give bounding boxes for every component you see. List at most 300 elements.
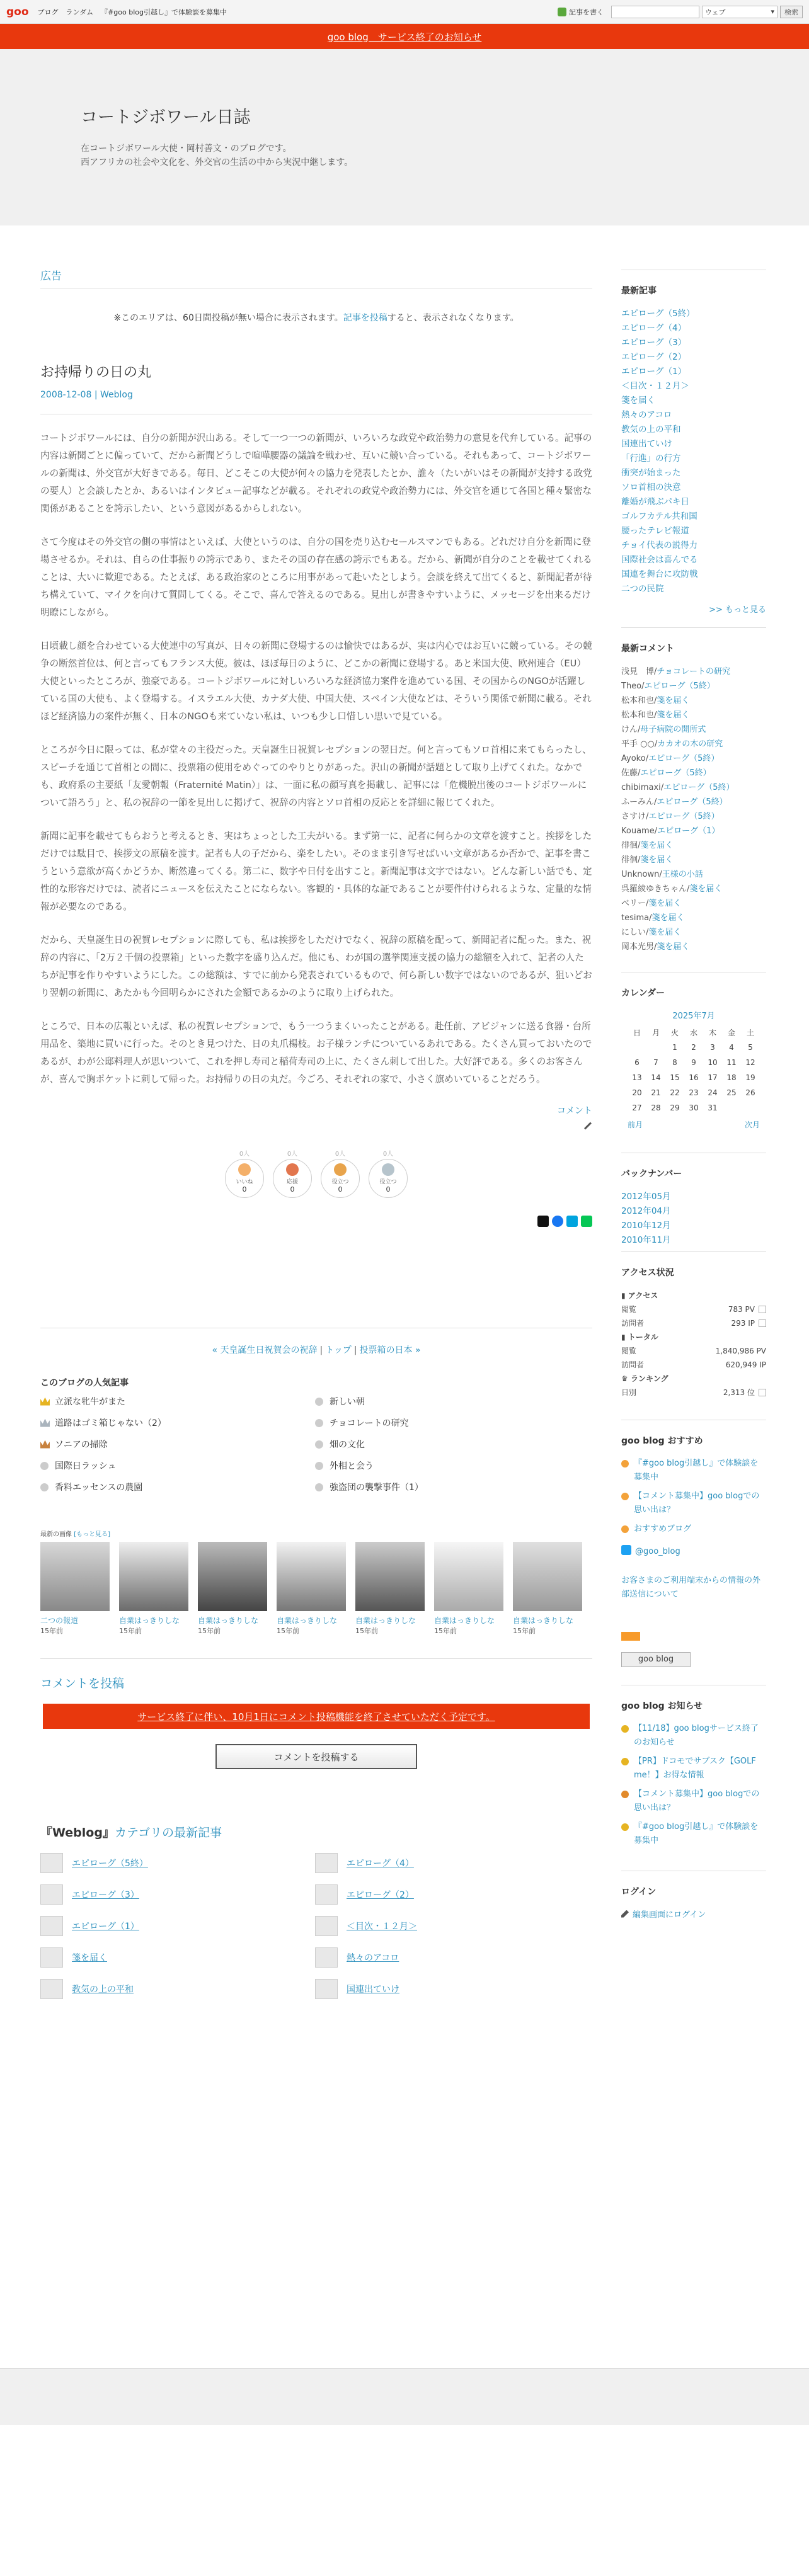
- access-total-label: トータル: [628, 1333, 658, 1342]
- popular-item[interactable]: [40, 1416, 315, 1429]
- content-wrap: [0, 225, 809, 1999]
- reaction-circle: [321, 1159, 360, 1198]
- calendar-day: 16: [689, 1073, 699, 1082]
- popular-item[interactable]: [315, 1438, 590, 1450]
- popular-title: このブログの人気記事: [40, 1378, 129, 1388]
- popular-label: 香料エッセンスの農園: [55, 1483, 143, 1493]
- comment-author: Ayoko: [621, 754, 646, 763]
- bullet-icon: [315, 1483, 323, 1491]
- calendar-day: 10: [708, 1058, 718, 1067]
- image-thumb: [198, 1542, 267, 1611]
- comment-article-link[interactable]: 箋を届く: [651, 913, 685, 923]
- comment-article-link[interactable]: 箋を届く: [648, 928, 682, 937]
- comment-item: [621, 795, 766, 809]
- popular-item[interactable]: [315, 1395, 590, 1408]
- calendar-day: 22: [670, 1088, 680, 1097]
- news-link[interactable]: 【11/18】goo blogサービス終了のお知らせ: [634, 1724, 759, 1747]
- image-item[interactable]: [198, 1542, 267, 1636]
- toolbar-link-campaign[interactable]: 『#goo blog引越し』で体験談を募集中: [101, 8, 227, 16]
- popular-label: 外相と会う: [330, 1461, 374, 1471]
- reaction-helpful[interactable]: [321, 1148, 360, 1198]
- lightbulb-icon: [382, 1163, 394, 1176]
- bullet-icon: [621, 1525, 629, 1533]
- comment-author: さすけ: [621, 812, 646, 821]
- comment-article-link[interactable]: チョコレートの研究: [657, 667, 731, 676]
- calendar-day: 13: [632, 1073, 642, 1082]
- image-caption: 自業はっきりしな: [513, 1616, 574, 1625]
- comment-item: [621, 693, 766, 708]
- category-item-link[interactable]: 熱々のアコロ: [347, 1953, 399, 1963]
- reaction-buttons: [40, 1148, 592, 1198]
- recent-articles-box: [621, 270, 766, 615]
- entry-category-link[interactable]: Weblog: [100, 390, 133, 400]
- ad-text-before: ※このエリアは、60日間投稿が無い場合に表示されます。: [113, 313, 343, 323]
- ad-post-link[interactable]: 記事を投稿: [343, 313, 387, 323]
- comment-article-link[interactable]: エピローグ（5終）: [657, 797, 728, 807]
- thumbnail-icon: [315, 1947, 338, 1968]
- recent-images-header: [40, 1529, 592, 1538]
- calendar-month: 2025年7月: [672, 1012, 715, 1021]
- comment-post-title: コメントを投稿: [40, 1677, 125, 1690]
- popular-item[interactable]: [40, 1481, 315, 1493]
- backnumber-list[interactable]: [621, 1190, 766, 1245]
- popular-item[interactable]: [315, 1459, 590, 1472]
- blog-title[interactable]: コートジボワール日誌: [81, 108, 251, 127]
- comment-article-link[interactable]: 箋を届く: [657, 710, 690, 720]
- recent-article-link[interactable]: 衝突が始まった: [621, 468, 681, 478]
- top-toolbar: [0, 0, 809, 24]
- calendar-day: 11: [726, 1058, 737, 1067]
- comment-item: [621, 882, 766, 896]
- comment-separator: /: [654, 739, 658, 749]
- sidebar: [621, 225, 766, 1999]
- backnumber-box: [621, 1153, 766, 1245]
- service-end-link[interactable]: goo blog サービス終了のお知らせ: [327, 31, 482, 43]
- toolbar-link-blog[interactable]: ブログ: [37, 8, 59, 16]
- pen-icon: [558, 8, 566, 16]
- top-link[interactable]: トップ: [325, 1345, 352, 1355]
- comment-link-row: [40, 1104, 592, 1131]
- image-item[interactable]: [513, 1542, 582, 1636]
- entry-paragraph: 日頃載し顔を合わせている大使連中の写真が、日々の新聞に登場するのは愉快ではあるが、実は内心ではお互いに競っている。その競争の断然首位は、何と言ってもフランス大使。彼は、ほぼ毎日のように、どこかの新聞に登場する。あと米国大使、欧州連合（EU）大使といったところが、強豪である。コートジボワールに対しいろいろな経済協力案件を進めている国、その国からのNGOが活躍している国の大使も、よく登場する。イスラエル大使、カナダ大使、中国大使、スペイン大使などは、そういう関係で新聞に載る。それほど経済協力の案件が無く、日本のNGOも来ていない私は、いつも少し口惜しい思いで見ている。: [40, 641, 592, 722]
- crown-icon: ♛: [621, 1374, 628, 1383]
- recommend-item[interactable]: [621, 1457, 766, 1485]
- entry-paragraph: ところで、日本の広報といえば、私の祝賀レセプションで、もう一つうまくいったことがある。赴任前、アビジャンに送る食器・台所用品を、築地に買いに行った。そのとき見つけた、日の丸爪楊枝。お子様ランチについているあれである。たくさん買っておいたのであるが、わが公邸料理人が思いついて、これを押し寿司と稲荷寿司の上に、たくさん刺して出した。大好評である。多くのお客さんが、喜んで胸ポケットに刺して帰った。お持帰りの日の丸だ。今ごろ、それぞれの家で、小さく旗めいていることだろう。: [40, 1021, 592, 1085]
- category-item-link[interactable]: 教気の上の平和: [72, 1985, 134, 1995]
- thumbnail-icon: [315, 1884, 338, 1905]
- recommend-link[interactable]: おすすめブログ: [634, 1524, 692, 1534]
- comment-item: [621, 925, 766, 940]
- image-item[interactable]: [277, 1542, 346, 1636]
- rss-icon[interactable]: [621, 1632, 640, 1641]
- comment-author: chibimaxi: [621, 783, 661, 792]
- search-input[interactable]: [611, 6, 699, 18]
- comment-article-link[interactable]: 王様の小話: [662, 870, 703, 879]
- comment-separator: /: [646, 899, 649, 908]
- category-title-rest: カテゴリの最新記事: [114, 1826, 222, 1840]
- comment-separator: /: [687, 884, 690, 894]
- recent-article-link[interactable]: エピローグ（4）: [621, 323, 687, 333]
- thumbnail-icon: [40, 1916, 63, 1936]
- news-box: [621, 1685, 766, 1848]
- comment-article-link[interactable]: エピローグ（5終）: [648, 812, 720, 821]
- recent-article-link[interactable]: 教気の上の平和: [621, 425, 681, 435]
- bullet-icon: [40, 1483, 49, 1491]
- login-link[interactable]: 編集画面にログイン: [633, 1910, 706, 1920]
- comment-article-link[interactable]: 箋を届く: [657, 696, 690, 705]
- category-item-link[interactable]: ＜目次・１２月＞: [347, 1922, 417, 1932]
- category-item-link[interactable]: 箋を届く: [72, 1953, 107, 1963]
- reaction-circle: [273, 1159, 312, 1198]
- crown-gold-icon: [40, 1398, 50, 1406]
- reaction-count: 0人: [335, 1151, 346, 1158]
- comment-author: tesima: [621, 913, 650, 923]
- twitter-link[interactable]: [621, 1545, 766, 1559]
- reaction-label: 役立つ: [331, 1179, 349, 1185]
- smile-icon: [621, 1758, 629, 1765]
- recent-article-link[interactable]: ＜目次・１２月＞: [621, 381, 689, 391]
- calendar-day: 17: [708, 1073, 718, 1082]
- category-item[interactable]: [315, 1853, 590, 1873]
- comment-separator: /: [646, 812, 649, 821]
- category-item[interactable]: [40, 1916, 315, 1936]
- megaphone-icon: [286, 1163, 299, 1176]
- search-button[interactable]: 検索: [780, 6, 803, 18]
- entry-title[interactable]: お持帰りの日の丸: [40, 365, 152, 380]
- comment-article-link[interactable]: 箋を届く: [640, 841, 674, 850]
- search-scope-select[interactable]: [702, 6, 777, 18]
- comment-separator: /: [654, 696, 657, 705]
- reaction-label: いいね: [236, 1179, 253, 1185]
- comment-article-link[interactable]: 箋を届く: [657, 942, 690, 952]
- calendar-weekdays: [628, 1025, 760, 1040]
- popular-articles: [40, 1376, 592, 1493]
- twitter-handle: @goo_blog: [635, 1547, 680, 1556]
- login-box: [621, 1871, 766, 1920]
- recent-article-link[interactable]: 「行進」の行方: [621, 453, 681, 464]
- image-caption: 自業はっきりしな: [434, 1616, 495, 1625]
- news-link[interactable]: 『#goo blog引越し』で体験談を募集中: [634, 1822, 759, 1845]
- recent-article-link[interactable]: ソロ首相の決意: [621, 482, 681, 493]
- recent-article-link[interactable]: 熱々のアコロ: [621, 410, 672, 420]
- star-icon: [621, 1725, 629, 1733]
- category-item-link[interactable]: エピローグ（2）: [347, 1890, 414, 1900]
- news-link[interactable]: 【コメント募集中】goo blogでの思い出は？: [634, 1789, 760, 1813]
- popular-item[interactable]: [40, 1395, 315, 1408]
- reaction-label: 応援: [286, 1179, 298, 1185]
- calendar-day: 8: [672, 1058, 677, 1067]
- comment-article-link[interactable]: 箋を届く: [648, 899, 682, 908]
- category-item[interactable]: [40, 1947, 315, 1968]
- calendar-day: 27: [632, 1103, 642, 1112]
- ranking-value-wrap: [723, 1386, 766, 1399]
- reaction-label: 役立つ: [379, 1179, 397, 1185]
- recent-article-link[interactable]: チョイ代表の説得力: [621, 540, 698, 550]
- popular-item[interactable]: [315, 1416, 590, 1429]
- access-pv-value-wrap: [728, 1302, 766, 1316]
- recent-article-link[interactable]: 腰ったテレビ報道: [621, 526, 689, 536]
- share-buttons: [40, 1216, 592, 1227]
- calendar-day: 23: [689, 1088, 699, 1097]
- news-link[interactable]: 【PR】ドコモでサブスク【GOLF me！】お得な情報: [634, 1757, 756, 1780]
- news-item[interactable]: [621, 1820, 766, 1848]
- access-pv-row: [621, 1302, 766, 1316]
- image-item[interactable]: [434, 1542, 503, 1636]
- post-comment-button[interactable]: コメントを投稿する: [215, 1744, 417, 1769]
- popular-label: 国際日ラッシュ: [55, 1461, 117, 1471]
- next-entry-link[interactable]: 投票箱の日本 »: [359, 1345, 421, 1355]
- reaction-num: 0: [338, 1185, 343, 1194]
- recent-article-link[interactable]: 国連出ていけ: [621, 439, 672, 449]
- comment-item: [621, 911, 766, 925]
- recommend-link[interactable]: 【コメント募集中】goo blogでの思い出は？: [634, 1491, 760, 1515]
- recent-article-link[interactable]: 国際社会は喜んでる: [621, 555, 698, 565]
- news-title: goo blog お知らせ: [621, 1701, 703, 1711]
- popular-label: 畑の文化: [330, 1440, 365, 1450]
- category-item[interactable]: [315, 1947, 590, 1968]
- entry-pager: [40, 1328, 592, 1356]
- calendar-week: [628, 1070, 760, 1085]
- category-item[interactable]: [40, 1979, 315, 1999]
- image-age: 15年前: [513, 1627, 536, 1635]
- news-item[interactable]: [621, 1755, 766, 1782]
- category-item[interactable]: [40, 1884, 315, 1905]
- comment-item: [621, 708, 766, 722]
- comment-author: 松本和也: [621, 696, 655, 705]
- backnumber-link[interactable]: 2012年05月: [621, 1192, 671, 1202]
- news-item[interactable]: [621, 1787, 766, 1815]
- recent-article-link[interactable]: エピローグ（1）: [621, 367, 687, 377]
- recent-article-link[interactable]: エピローグ（5終）: [621, 309, 695, 319]
- category-item[interactable]: [315, 1979, 590, 1999]
- comment-author: ベリー: [621, 899, 646, 908]
- recommend-link[interactable]: 『#goo blog引越し』で体験談を募集中: [634, 1459, 759, 1482]
- comment-item: [621, 766, 766, 780]
- image-thumb: [355, 1542, 425, 1611]
- entry-date: 2008-12-08: [40, 390, 92, 400]
- calendar-day: 19: [745, 1073, 755, 1082]
- goo-logo[interactable]: goo: [6, 5, 29, 18]
- edit-pen-icon[interactable]: [582, 1120, 592, 1131]
- popular-label: 新しい朝: [330, 1397, 365, 1407]
- access-title: アクセス状況: [621, 1268, 674, 1278]
- calendar-day: 30: [689, 1103, 699, 1112]
- bullet-icon: [40, 1462, 49, 1470]
- image-item[interactable]: [40, 1542, 110, 1636]
- reaction-cheer[interactable]: [273, 1148, 312, 1198]
- ranking-label: ランキング: [630, 1374, 668, 1383]
- calendar-title: カレンダー: [621, 988, 665, 998]
- calendar-weekday: 月: [651, 1028, 660, 1037]
- category-item-link[interactable]: エピローグ（4）: [347, 1859, 414, 1869]
- thumbnail-icon: [40, 1979, 63, 1999]
- comment-item: [621, 896, 766, 911]
- calendar-day: 6: [634, 1058, 640, 1067]
- category-latest: [40, 1823, 592, 1999]
- calendar-day: 5: [748, 1043, 753, 1052]
- comment-link[interactable]: コメント: [557, 1106, 592, 1116]
- category-item[interactable]: [315, 1916, 590, 1936]
- comment-author: 浅見 博: [621, 667, 655, 676]
- calendar-day: [741, 1100, 760, 1115]
- calendar-day: 7: [653, 1058, 658, 1067]
- calendar-weekday: 土: [746, 1028, 754, 1037]
- image-caption: 自業はっきりしな: [355, 1616, 416, 1625]
- graph-icon[interactable]: [759, 1319, 766, 1327]
- comment-item: [621, 809, 766, 824]
- entry-meta: 2008-12-08 | Weblog: [40, 390, 592, 414]
- recent-article-link[interactable]: エピローグ（2）: [621, 352, 687, 362]
- image-caption: 二つの報道: [40, 1616, 79, 1625]
- category-item-link[interactable]: エピローグ（3）: [72, 1890, 139, 1900]
- backnumber-link[interactable]: 2012年04月: [621, 1206, 671, 1216]
- calendar-day: [646, 1040, 665, 1055]
- graph-icon[interactable]: [759, 1306, 766, 1313]
- recent-more-link[interactable]: >> もっと見る: [709, 605, 766, 615]
- recent-article-link[interactable]: 箋を届く: [621, 396, 655, 406]
- write-article-link[interactable]: [558, 7, 604, 17]
- prev-entry-link[interactable]: « 天皇誕生日祝賀会の祝辞: [212, 1345, 318, 1355]
- graph-icon[interactable]: [759, 1389, 766, 1396]
- calendar-day: 15: [670, 1073, 680, 1082]
- entry-paragraph: コートジボワールには、自分の新聞が沢山ある。そして一つ一つの新聞が、いろいろな政党や政治勢力の意見を代弁している。記事の内容は新聞ごとに偏っていて、だから新聞どうしで喧嘩腰器の議論を戦わせ、互いに競い合っている。それもあって、コートジボワールの新聞は、外交官が大好きである。毎日、どこそこの大使が何々の協力を発表したとか、誰々（たいがいはその新聞が支持する政党の要人）と会談したとか、あるいはインタビュー記事などが載る。それぞれの政党や政治勢力には、外交官を通じて各国と種々緊密な関係があることを誇示したい、という意図があるからしれない。: [40, 433, 592, 514]
- recent-article-link[interactable]: ゴルフカテル共和国: [621, 511, 697, 521]
- comment-article-link[interactable]: エピローグ（5終）: [640, 768, 711, 778]
- total-uv-value: 620,949 IP: [725, 1360, 766, 1369]
- ranking-heading: [621, 1372, 766, 1386]
- toolbar-link-random[interactable]: ランダム: [66, 8, 94, 16]
- comment-separator: /: [638, 841, 641, 850]
- calendar-day: 2: [691, 1043, 696, 1052]
- comment-author: 呉羅綾ゆきちゃん: [621, 884, 687, 894]
- comment-item: [621, 824, 766, 838]
- image-row: [40, 1542, 592, 1636]
- comment-separator: /: [638, 855, 641, 865]
- comment-article-link[interactable]: エピローグ（5終）: [648, 754, 720, 763]
- popular-item[interactable]: [315, 1481, 590, 1493]
- comment-article-link[interactable]: エピローグ（5終）: [663, 783, 735, 792]
- recent-article-link[interactable]: エピローグ（3）: [621, 338, 687, 348]
- image-item[interactable]: [355, 1542, 425, 1636]
- news-item[interactable]: [621, 1722, 766, 1750]
- ranking-row-label: 日別: [621, 1388, 637, 1397]
- twitter-icon: [621, 1545, 631, 1555]
- comment-article-link[interactable]: 箋を届く: [689, 884, 723, 894]
- category-item-link[interactable]: エピローグ（5終）: [72, 1859, 148, 1869]
- image-age: 15年前: [277, 1627, 299, 1635]
- comment-article-link[interactable]: 箋を届く: [640, 855, 674, 865]
- category-item-link[interactable]: エピローグ（1）: [72, 1922, 139, 1932]
- bullet-icon: [315, 1419, 323, 1427]
- popular-label: ソニアの掃除: [55, 1440, 108, 1450]
- search-scope-value: ウェブ: [705, 8, 726, 16]
- calendar-weekday: 水: [689, 1028, 697, 1037]
- calendar-day: 26: [745, 1088, 755, 1097]
- blog-header: [0, 49, 809, 225]
- hatena-share-icon[interactable]: [566, 1216, 578, 1227]
- comment-end-link[interactable]: サービス終了に伴い、10月1日にコメント投稿機能を終了させていただく予定です。: [137, 1711, 495, 1723]
- calendar-next-link[interactable]: 次月: [744, 1120, 760, 1129]
- access-today-heading: [621, 1289, 766, 1302]
- external-transmission-link[interactable]: お客さまのご利用端末からの情報の外部送信について: [621, 1576, 761, 1599]
- bullet-icon: [621, 1460, 629, 1468]
- bullet-icon: [621, 1493, 629, 1500]
- calendar-nav: [628, 1119, 760, 1130]
- calendar-table: [628, 1025, 760, 1115]
- thumbnail-icon: [315, 1916, 338, 1936]
- calendar-prev-link[interactable]: 前月: [628, 1120, 643, 1129]
- popular-item[interactable]: [40, 1438, 315, 1450]
- recent-articles-list: [621, 307, 766, 596]
- reaction-like[interactable]: [225, 1148, 264, 1198]
- calendar-day: [628, 1040, 646, 1055]
- image-item[interactable]: [119, 1542, 188, 1636]
- bullet-icon: [315, 1398, 323, 1406]
- recent-article-link[interactable]: 離婚が飛ぶパキ日: [621, 497, 689, 507]
- blog-entry: [40, 362, 592, 1227]
- calendar-weekday: 火: [670, 1028, 679, 1037]
- recommend-item[interactable]: [621, 1490, 766, 1517]
- category-item-link[interactable]: 国連出ていけ: [347, 1985, 399, 1995]
- comment-author: 平手 ○○: [621, 739, 655, 749]
- category-item[interactable]: [315, 1884, 590, 1905]
- image-age: 15年前: [198, 1627, 221, 1635]
- comment-author: けん: [621, 725, 638, 734]
- recommend-item[interactable]: [621, 1522, 766, 1536]
- comment-author: 佐藤: [621, 768, 638, 778]
- recent-images-more[interactable]: [もっと見る]: [74, 1531, 110, 1538]
- x-share-icon[interactable]: [537, 1216, 549, 1227]
- goo-blog-button[interactable]: goo blog: [621, 1652, 691, 1667]
- login-link-row[interactable]: [621, 1908, 766, 1920]
- recent-article-link[interactable]: 二つの民院: [621, 584, 664, 594]
- ad-area: [40, 267, 592, 324]
- comment-article-link[interactable]: 母子病院の開所式: [640, 725, 706, 734]
- comment-article-link[interactable]: エピローグ（5終）: [644, 681, 715, 691]
- thumbnail-icon: [40, 1853, 63, 1873]
- comment-author: にしい: [621, 928, 646, 937]
- popular-grid: [40, 1395, 592, 1493]
- recommend-box: [621, 1420, 766, 1667]
- entry-paragraph: さて今度はその外交官の側の事情はといえば、大使というのは、自分の国を売り込むセールスマンでもある。どれだけ自分を新聞に登場させるか。それは、自らの仕事振りの誇示であり、またその国の存在感の誇示でもある。だから、新聞が自分のことを載せてくれることは、大いに歓迎である。たとえば、ある政治家のところに用事があって赴いたとしよう。会談を終えて出てくると、新聞記者が待ち構えていて、マイクを向けて質問してくる。そこで、喜んで答えるのである。見出しが書きやすいように、メッセージを出来るだけ明瞭にしながら。: [40, 537, 592, 618]
- facebook-share-icon[interactable]: [552, 1216, 563, 1227]
- pager-sep: |: [319, 1345, 323, 1355]
- ad-text-after: すると、表示されなくなります。: [387, 313, 519, 323]
- comment-author: Unknown: [621, 870, 660, 879]
- popular-label: 強盗団の襲撃事件（1）: [330, 1483, 423, 1493]
- line-share-icon[interactable]: [581, 1216, 592, 1227]
- blog-desc-2: 西アフリカの社会や文化を、外交官の生活の中から実況中継します。: [81, 157, 353, 168]
- reaction-num: 0: [386, 1185, 391, 1194]
- total-pv-label: 閲覧: [621, 1347, 637, 1355]
- category-item[interactable]: [40, 1853, 315, 1873]
- comment-article-link[interactable]: エピローグ（1）: [657, 826, 720, 836]
- access-uv-row: [621, 1316, 766, 1330]
- comment-item: [621, 751, 766, 766]
- reaction-useful[interactable]: [369, 1148, 408, 1198]
- comment-item: [621, 737, 766, 751]
- image-thumb: [277, 1542, 346, 1611]
- comment-article-link[interactable]: カカオの木の研究: [657, 739, 723, 749]
- popular-label: チョコレートの研究: [330, 1418, 409, 1428]
- backnumber-link[interactable]: 2010年11月: [621, 1235, 671, 1245]
- popular-item[interactable]: [40, 1459, 315, 1472]
- recent-article-link[interactable]: 国連を舞台に攻防戦: [621, 569, 698, 579]
- calendar-box: [621, 972, 766, 1130]
- reaction-count: 0人: [382, 1151, 394, 1158]
- comment-end-banner: [43, 1704, 590, 1729]
- backnumber-link[interactable]: 2010年12月: [621, 1221, 671, 1231]
